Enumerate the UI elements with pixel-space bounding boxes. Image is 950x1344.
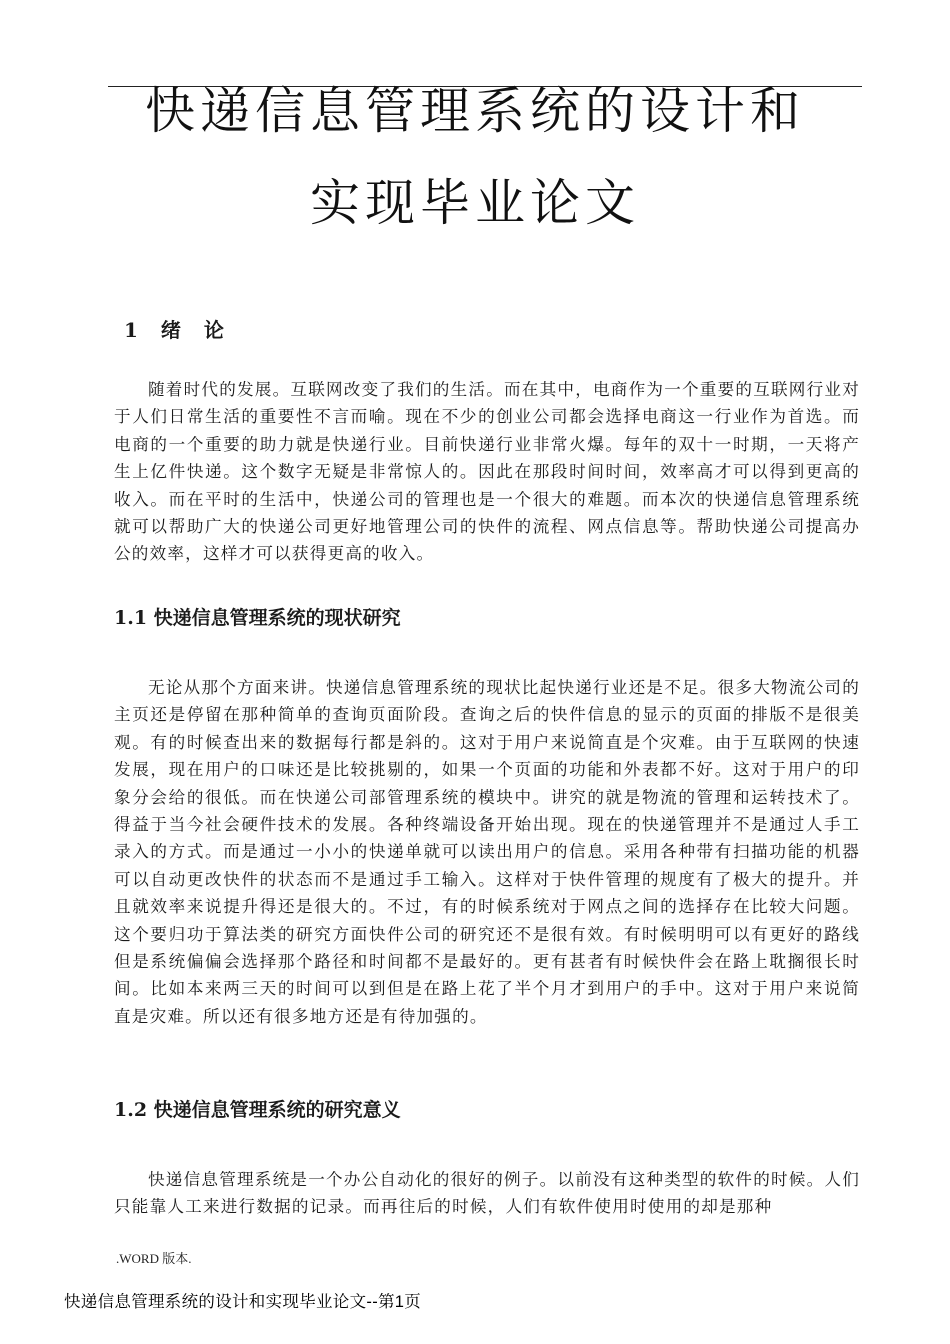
section-1-2-heading: 1.2 快递信息管理系统的研究意义 xyxy=(114,1099,401,1121)
chapter-heading: 1 绪 论 xyxy=(124,318,232,342)
document-title-line-2: 实现毕业论文 xyxy=(310,174,640,232)
section-1-1-paragraph: 无论从那个方面来讲。快递信息管理系统的现状比起快递行业还是不足。很多大物流公司的主页还是停留在那种简单的查询页面阶段。查询之后的快件信息的显示的页面的排版不是很美观。有的时候查出来的数据每行都是斜的。这对于用户来说简直是个灾难。由于互联网的快速发展，现在用户的口味还是比较挑剔的，如果一个页面的功能和外表都不好。这对于用户的印象分会给的很低。而在快递公司部管理系统的模块中。讲究的就是物流的管理和运转技术了。得益于当今社会硬件技术的发展。各种终端设备开始出现。现在的快递管理并不是通过人手工录入的方式。而是通过一小小的快递单就可以读出用户的信息。采用各种带有扫描功能的机器可以自动更改快件的状态而不是通过手工输入。这样对于快件管理的规度有了极大的提升。并且就效率来说提升得还是很大的。不过，有的时候系统对于网点之间的选择存在比较大问题。这个要归功于算法类的研究方面快件公司的研究还不是很有效。有时候明明可以有更好的路线但是系统偏偏会选择那个路径和时间都不是最好的。更有甚者有时候快件会在路上耽搁很长时间。比如本来两三天的时间可以到但是在路上花了半个月才到用户的手中。这对于用户来说简直是灾难。所以还有很多地方还是有待加强的。 xyxy=(114,678,860,1026)
document-title-line-1: 快递信息管理系统的设计和 xyxy=(145,82,805,140)
section-1-2-paragraph: 快递信息管理系统是一个办公自动化的很好的例子。以前没有这种类型的软件的时候。人们只能靠人工来进行数据的记录。而再往后的时候，人们有软件使用时使用的却是那种 xyxy=(114,1170,860,1217)
page-footer: 快递信息管理系统的设计和实现毕业论文--第1页 xyxy=(64,1293,422,1311)
word-version-note: .WORD 版本. xyxy=(116,1251,192,1266)
section-1-1-heading: 1.1 快递信息管理系统的现状研究 xyxy=(114,607,401,629)
intro-paragraph: 随着时代的发展。互联网改变了我们的生活。而在其中，电商作为一个重要的互联网行业对于人们日常生活的重要性不言而喻。现在不少的创业公司都会选择电商这一行业作为首选。而电商的一个重要的助力就是快递行业。目前快递行业非常火爆。每年的双十一时期，一天将产生上亿件快递。这个数字无疑是非常惊人的。因此在那段时间时间，效率高才可以得到更高的收入。而在平时的生活中，快递公司的管理也是一个很大的难题。而本次的快递信息管理系统就可以帮助广大的快递公司更好地管理公司的快件的流程、网点信息等。帮助快递公司提高办公的效率，这样才可以获得更高的收入。 xyxy=(114,380,860,564)
